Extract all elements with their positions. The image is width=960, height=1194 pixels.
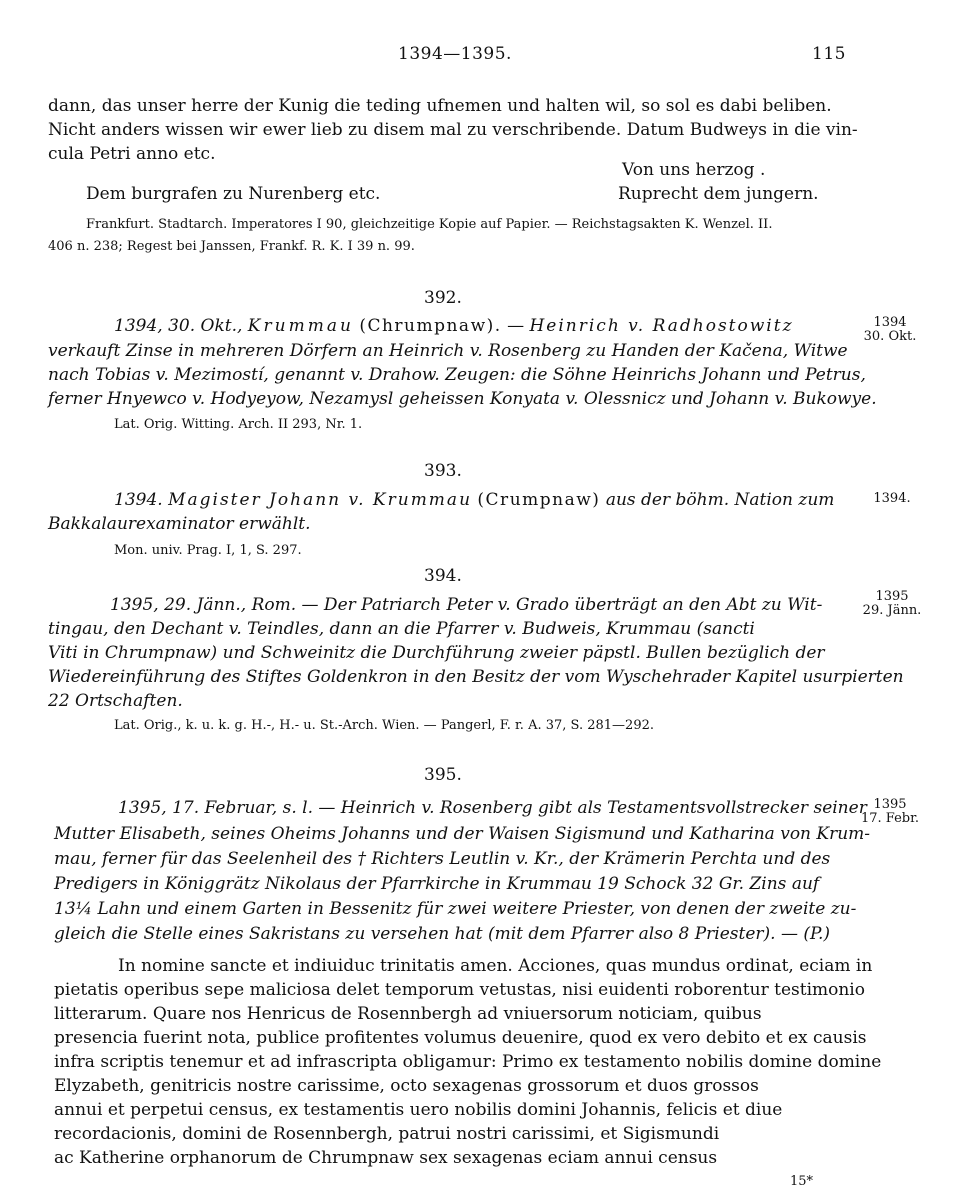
entry-395-margin-day: 17. Febr.: [860, 811, 920, 826]
entry-392-date: 1394, 30. Okt.,: [114, 316, 243, 336]
entry-392-line-2: nach Tobias v. Mezimostí, genannt v. Drahow. Zeugen: die Söhne Heinrichs Johann und Petrus,: [48, 365, 866, 385]
entry-394-line-5: 22 Ortschaften.: [48, 691, 183, 711]
sender-line: Von uns herzog .: [622, 160, 766, 180]
intro-line-3: cula Petri anno etc.: [48, 144, 216, 164]
signature-mark: 15*: [790, 1174, 814, 1189]
page-number: 115: [812, 44, 846, 64]
charter-line-2: pietatis operibus sepe maliciosa delet temporum vetustas, nisi euidenti roborentur testimonio: [54, 980, 865, 1000]
entry-394-line-4: Wiedereinführung des Stiftes Goldenkron in den Besitz der vom Wyschehrader Kapitel usurpierten: [48, 667, 904, 687]
entry-393-person: Magister Johann v. Krummau: [168, 490, 473, 510]
entry-393-line-2: Bakkalaurexaminator erwählt.: [48, 514, 311, 534]
entry-393-place-alt: (Crumpnaw): [477, 490, 601, 510]
entry-395-margin-date: [856, 798, 924, 826]
entry-392-person: Heinrich v. Radhostowitz: [529, 316, 794, 336]
entry-393-source: Mon. univ. Prag. I, 1, S. 297.: [114, 543, 302, 558]
entry-392-margin-year: 1394: [873, 315, 907, 330]
charter-line-7: annui et perpetui census, ex testamentis uero nobilis domini Johannis, felicis et diue: [54, 1100, 783, 1120]
entry-392-dash: —: [507, 316, 525, 336]
intro-line-2: Nicht anders wissen wir ewer lieb zu disem mal zu verschribende. Datum Budweys in die vin-: [48, 120, 858, 140]
entry-395-number: 395.: [424, 765, 462, 785]
entry-392-number: 392.: [424, 288, 462, 308]
entry-395-line-3: mau, ferner für das Seelenheil des † Richters Leutlin v. Kr., der Krämerin Perchta und des: [54, 849, 831, 869]
addressee-line: Dem burgrafen zu Nurenberg etc.: [86, 184, 381, 204]
entry-394-margin-day: 29. Jänn.: [862, 603, 922, 618]
charter-line-1: In nomine sancte et indiuiduc trinitatis amen. Acciones, quas mundus ordinat, eciam in: [118, 956, 873, 976]
intro-source-line-1: Frankfurt. Stadtarch. Imperatores I 90, gleichzeitige Kopie auf Papier. — Reichstagsakten K. Wenzel. II.: [86, 217, 773, 232]
charter-line-3: litterarum. Quare nos Henricus de Rosennbergh ad vniuersorum noticiam, quibus: [54, 1004, 762, 1024]
entry-393-heading: [114, 490, 834, 510]
entry-395-line-2: Mutter Elisabeth, seines Oheims Johanns und der Waisen Sigismund und Katharina von Krum-: [54, 824, 871, 844]
entry-395-line-4: Predigers in Königgrätz Nikolaus der Pfarrkirche in Krummau 19 Schock 32 Gr. Zins auf: [54, 874, 820, 894]
entry-393-number: 393.: [424, 461, 462, 481]
signature-line: Ruprecht dem jungern.: [618, 184, 819, 204]
entry-395-line-1: 1395, 17. Februar, s. l. — Heinrich v. Rosenberg gibt als Testamentsvollstrecker seiner: [118, 798, 867, 818]
charter-line-6: Elyzabeth, genitricis nostre carissime, octo sexagenas grossorum et duos grossos: [54, 1076, 759, 1096]
charter-line-5: infra scriptis tenemur et ad infrascripta obligamur: Primo ex testamento nobilis domine domine: [54, 1052, 882, 1072]
entry-393-line-1-rest: aus der böhm. Nation zum: [605, 490, 835, 510]
entry-392-heading: [114, 316, 794, 336]
entry-394-margin-date: [860, 590, 924, 618]
intro-source-line-2: 406 n. 238; Regest bei Janssen, Frankf. R. K. I 39 n. 99.: [48, 239, 415, 254]
entry-392-source: Lat. Orig. Witting. Arch. II 293, Nr. 1.: [114, 417, 363, 432]
entry-392-margin-day: 30. Okt.: [863, 329, 917, 344]
entry-392-line-1: verkauft Zinse in mehreren Dörfern an Heinrich v. Rosenberg zu Handen der Kačena, Witwe: [48, 341, 848, 361]
entry-392-place: Krummau: [247, 316, 354, 336]
entry-392-line-3: ferner Hnyewco v. Hodyeyow, Nezamysl geheissen Konyata v. Olessnicz und Johann v. Bukowye.: [48, 389, 877, 409]
charter-line-4: presencia fuerint nota, publice profitentes volumus deuenire, quod ex vero debito et ex causis: [54, 1028, 867, 1048]
entry-395-margin-year: 1395: [873, 797, 907, 812]
entry-393-date: 1394.: [114, 490, 163, 510]
entry-392-place-alt: (Chrumpnaw).: [359, 316, 502, 336]
entry-393-margin-year: 1394.: [873, 491, 911, 506]
entry-392-margin-date: [860, 316, 920, 344]
entry-394-margin-year: 1395: [875, 589, 909, 604]
entry-394-line-2: tingau, den Dechant v. Teindles, dann an die Pfarrer v. Budweis, Krummau (sancti: [48, 619, 755, 639]
charter-line-8: recordacionis, domini de Rosennbergh, patrui nostri carissimi, et Sigismundi: [54, 1124, 720, 1144]
intro-line-1: dann, das unser herre der Kunig die teding ufnemen und halten wil, so sol es dabi beliben.: [48, 96, 832, 116]
entry-395-line-6: gleich die Stelle eines Sakristans zu versehen hat (mit dem Pfarrer also 8 Priester). — (P.): [54, 924, 831, 944]
entry-394-number: 394.: [424, 566, 462, 586]
running-head: 1394—1395.: [398, 44, 512, 64]
charter-line-9: ac Katherine orphanorum de Chrumpnaw sex sexagenas eciam annui census: [54, 1148, 718, 1168]
entry-394-source: Lat. Orig., k. u. k. g. H.-, H.- u. St.-Arch. Wien. — Pangerl, F. r. A. 37, S. 281—292.: [114, 718, 654, 733]
entry-395-line-5: 13¼ Lahn und einem Garten in Bessenitz für zwei weitere Priester, von denen der zweite zu-: [54, 899, 857, 919]
entry-394-line-3: Viti in Chrumpnaw) und Schweinitz die Durchführung zweier päpstl. Bullen bezüglich der: [48, 643, 825, 663]
entry-394-line-1: 1395, 29. Jänn., Rom. — Der Patriarch Peter v. Grado überträgt an den Abt zu Wit-: [110, 595, 823, 615]
